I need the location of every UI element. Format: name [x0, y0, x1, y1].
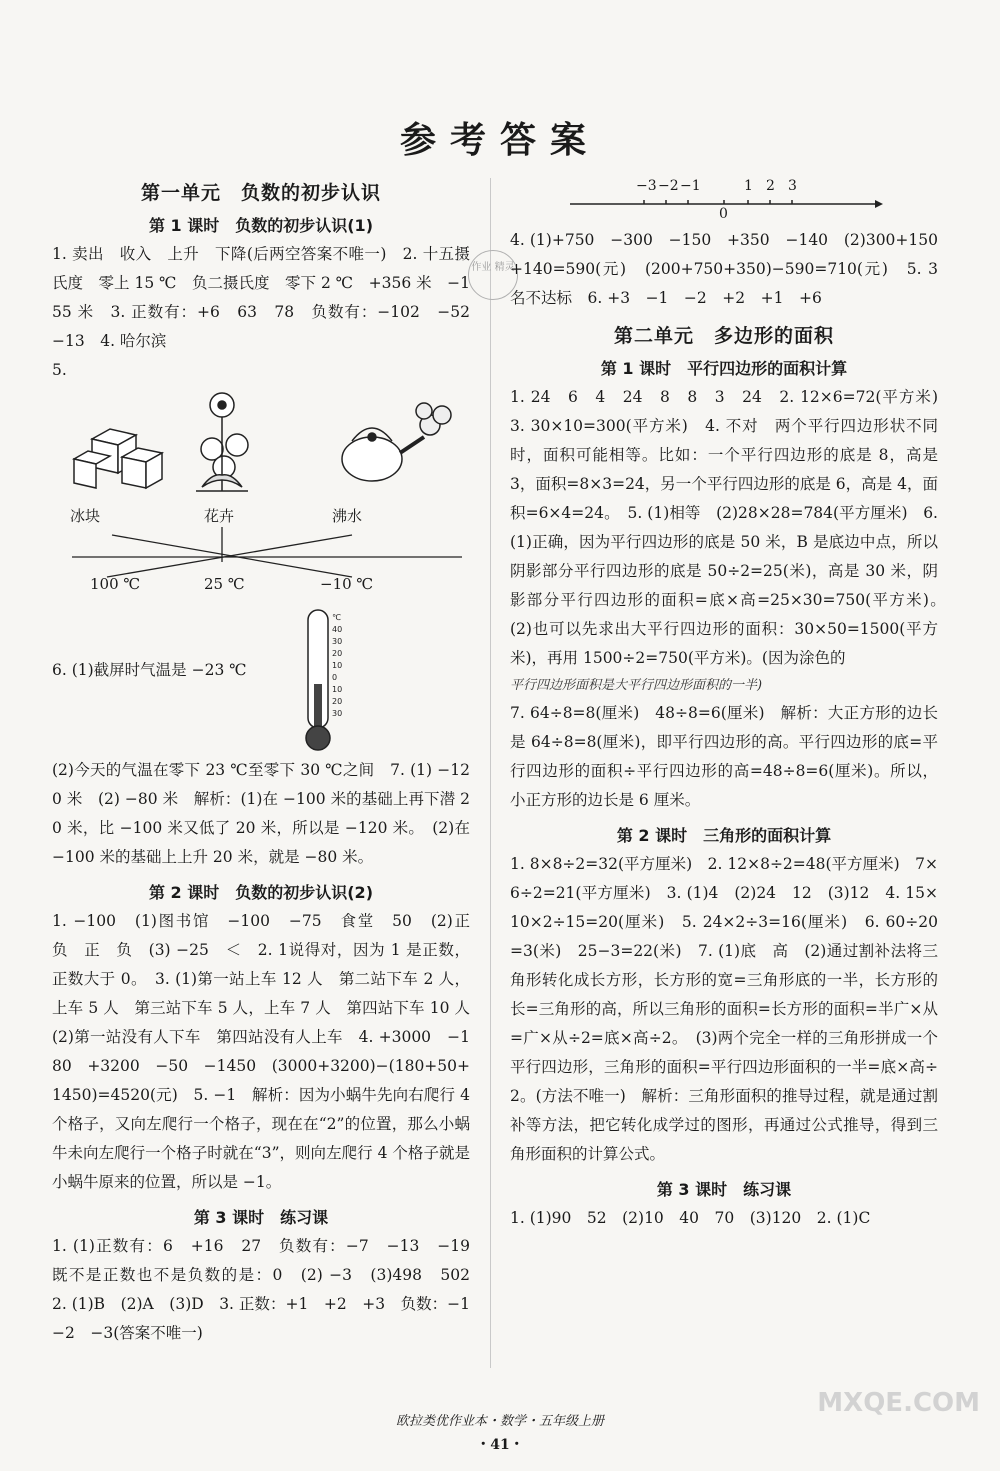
nl-label-0: 0: [719, 206, 728, 222]
unit2-lesson1-answers: 1. 24 6 4 24 8 8 3 24 2. 12×6=72(平方米) 3. 30×10=300(平方米) 4. 不对 两个平行四边形状不同时，面积可能相等。比如：一个平行四边形的底是 8，高是 3，面积=8×3=24，另一个平行四边形的底是 6，高是 4，面积=6×4=24。 5. (1)相等 (2)28×28=784(平方厘米) 6. (1)正确，因为平行四边形的底是 50 米，B 是底边中点，所以阴影部分平行四边形的底是 50÷2=25(米)，高是 30 米，阴影部分平行四边形的面积=底×高=25×30=750(平方米)。 (2)也可以先求出大平行四边形的面积：30×50=1500(平方米)，再用 1500÷2=750(平方米)。(因为涂色的: [510, 388, 954, 667]
thermo-tick-40: 40: [332, 625, 343, 634]
question-6-text: 6. (1)截屏时气温是 −23 ℃: [52, 661, 247, 679]
nl-label-neg1: −1: [680, 178, 701, 194]
unit1-lesson1-title: 第 1 课时 负数的初步认识(1): [148, 216, 374, 235]
kettle-icon: [342, 403, 451, 481]
unit2-lesson3-answers: 1. (1)90 52 (2)10 40 70 (3)120 2. (1)C: [510, 1209, 871, 1227]
thermo-tick-0: 0: [332, 673, 338, 682]
unit1-lesson2-title: 第 2 课时 负数的初步认识(2): [148, 883, 374, 902]
unit2-lesson1-answers-2: 7. 64÷8=8(厘米) 48÷8=6(厘米) 解析：大正方形的边长是 64÷8=8(厘米)，即平行四边形的高。平行四边形的底=平行四边形的面积÷平行四边形的高=48÷8=6(厘米)。所以，小正方形的边长是 6 厘米。: [510, 704, 938, 809]
matching-lines: [72, 527, 462, 577]
nl-label-neg3: −3: [636, 178, 657, 194]
question-5-label: 5.: [52, 361, 67, 379]
question-6-row: [52, 606, 470, 756]
thermo-tick-neg30: 30: [332, 709, 343, 718]
ice-cubes-icon: [74, 429, 162, 488]
handwritten-note: 平行四边形面积是大平行四边形面积的一半): [510, 678, 763, 693]
unit1-lesson3-answers: 1. (1)正数有：6 +16 27 负数有：−7 −13 −19 既不是正数也不是负数的是：0 (2) −3 (3)498 502 2. (1)B (2)A (3)D 3. 正数：+1 +2 +3 负数：−1 −2 −3(答案不唯一): [52, 1237, 486, 1342]
flower-icon: [196, 393, 248, 491]
thermo-tick-20: 20: [332, 649, 343, 658]
unit1-lesson3-title: 第 3 课时 练习课: [193, 1208, 329, 1227]
unit1-lesson1-answers: 1. 卖出 收入 上升 下降(后两空答案不唯一) 2. 十五摄氏度 零上 15 ℃ 负二摄氏度 零下 2 ℃ +356 米 −155 米 3. 正数有：+6 63 78 负数有：−102 −52 −13 4. 哈尔滨: [52, 245, 486, 350]
thermo-tick-30: 30: [332, 637, 343, 646]
nl-label-1: 1: [744, 178, 753, 194]
nl-label-3: 3: [788, 178, 797, 194]
unit1-title: 第一单元 负数的初步认识: [140, 182, 381, 204]
thermometer-icon: [300, 606, 360, 756]
unit2-lesson1-title: 第 1 课时 平行四边形的面积计算: [600, 359, 848, 378]
label-boiling-water: 沸水: [332, 507, 363, 525]
label-temp-100: 100 ℃: [90, 575, 141, 593]
label-temp-minus10: −10 ℃: [320, 575, 374, 593]
label-ice: 冰块: [70, 507, 101, 525]
unit2-lesson2-title: 第 2 课时 三角形的面积计算: [616, 826, 832, 845]
unit1-lesson1-answers-2: (2)今天的气温在零下 23 ℃至零下 30 ℃之间 7. (1) −120 米 (2) −80 米 解析：(1)在 −100 米的基础上再下潜 20 米，比 −100 米又低了 20 米，所以是 −120 米。 (2)在 −100 米的基础上上升 20 米，就是 −80 米。: [52, 761, 470, 866]
right-column: [510, 178, 954, 1233]
watermark-logo: MXQE.COM: [817, 1388, 980, 1418]
footer-book-title: 欧拉类优作业本・数学・五年级上册: [395, 1414, 604, 1429]
stamp-logo: 作业 精灵: [468, 250, 518, 300]
thermo-tick-10: 10: [332, 661, 343, 670]
matching-figure: [52, 387, 470, 602]
column-divider: [490, 178, 491, 1368]
unit2-title: 第二单元 多边形的面积: [613, 325, 834, 347]
unit2-lesson3-title: 第 3 课时 练习课: [656, 1180, 792, 1199]
thermo-tick-neg20: 20: [332, 697, 343, 706]
nl-label-2: 2: [766, 178, 775, 194]
number-line-drawing: [510, 178, 910, 222]
matching-drawing: [52, 387, 470, 602]
thermo-unit: ℃: [332, 613, 341, 622]
nl-label-neg2: −2: [658, 178, 679, 194]
page-title: 参考答案: [399, 120, 600, 161]
label-temp-25: 25 ℃: [204, 575, 245, 593]
page-number: ・41・: [476, 1437, 524, 1453]
thermo-tick-neg10: 10: [332, 685, 343, 694]
unit2-lesson2-answers: 1. 8×8÷2=32(平方厘米) 2. 12×8÷2=48(平方厘米) 7×6÷2=21(平方厘米) 3. (1)4 (2)24 12 (3)12 4. 15×10×2÷15=20(厘米) 5. 24×2÷3=16(厘米) 6. 60÷20=3(米) 25−3=22(米) 7. (1)底 高 (2)通过割补法将三角形转化成长方形，长方形的宽=三角形底的一半，长方形的长=三角形的高，所以三角形的面积=长方形的面积=半广×从=广×从÷2=底×高÷2。 (3)两个完全一样的三角形拼成一个平行四边形，三角形的面积=平行四边形面积的一半=底×高÷2。(方法不唯一) 解析：三角形面积的推导过程，就是通过割补等方法，把它转化成学过的图形，再通过公式推导，得到三角形面积的计算公式。: [510, 855, 938, 1163]
unit1-lesson2-answers: 1. −100 (1)图书馆 −100 −75 食堂 50 (2)正 负 正 负 (3) −25 ＜ 2. 1说得对，因为 1 是正数，正数大于 0。 3. (1)第一站上车 12 人 第二站下车 2 人，上车 5 人 第三站下车 5 人，上车 7 人 第四站下车 10 人 (2)第一站没有人下车 第四站没有人上车 4. +3000 −180 +3200 −50 −1450 (3000+3200)−(180+50+1450)=4520(元) 5. −1 解析：因为小蜗牛先向右爬行 4 个格子，又向左爬行一个格子，现在在“2”的位置，那么小蜗牛未向左爬行一个格子时就在“3”，则向左爬行 4 个格子就是小蜗牛原来的位置，所以是 −1。: [52, 912, 486, 1191]
unit1-extra-answers: 4. (1)+750 −300 −150 +350 −140 (2)300+150+140=590(元) (200+750+350)−590=710(元) 5. 3 名不达标 6. +3 −1 −2 +2 +1 +6: [510, 231, 938, 307]
label-flower: 花卉: [204, 507, 235, 525]
left-column: [52, 178, 486, 1348]
number-line: [510, 178, 938, 222]
